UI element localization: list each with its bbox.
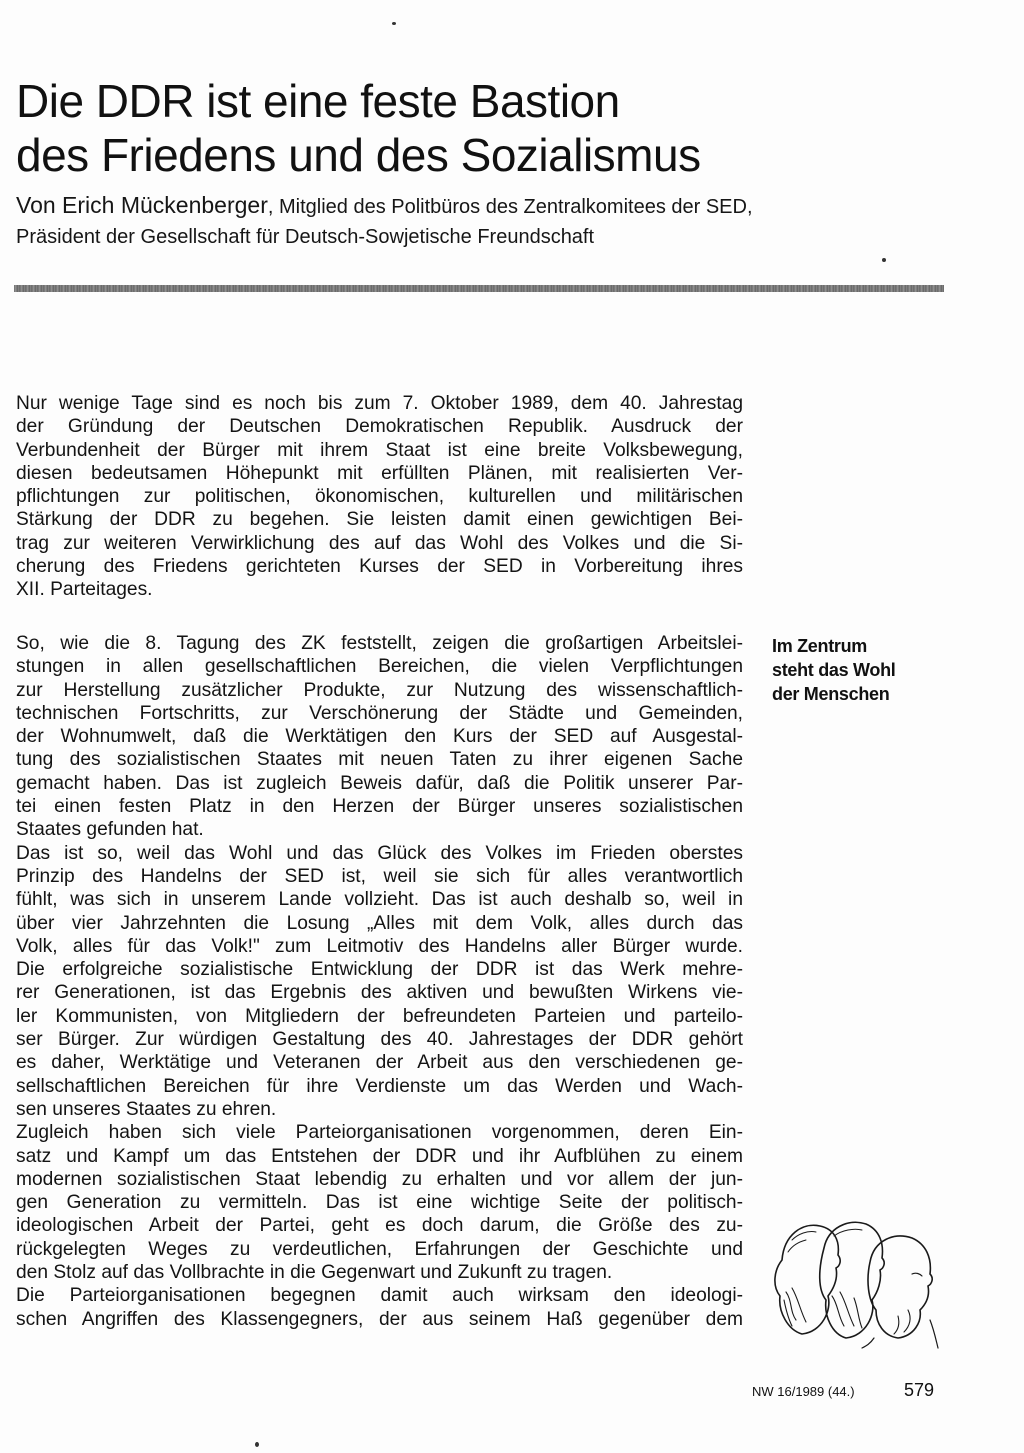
text-line: sen unseres Staates zu ehren.: [16, 1098, 277, 1120]
author-role: , Mitglied des Politbüros des Zentralkomitees der SED,: [267, 196, 753, 218]
header-rule: [14, 285, 944, 292]
text-line: Die Parteiorganisationen begegnen damit auch wirksam den ideologi-: [16, 1285, 743, 1307]
byline: [16, 190, 946, 252]
text-line: Die erfolgreiche sozialistische Entwicklung der DDR ist das Werk mehre-: [16, 959, 743, 981]
print-speck: [392, 22, 396, 25]
portrait-illustration: [762, 1200, 942, 1350]
text-line: Zugleich haben sich viele Parteiorganisationen vorgenommen, deren Ein-: [16, 1122, 743, 1144]
text-line: rückgelegten Weges zu verdeutlichen, Erfahrungen der Geschichte und: [16, 1238, 743, 1260]
text-line: gemacht haben. Das ist zugleich Beweis dafür, daß die Politik unserer Par-: [16, 772, 743, 794]
print-speck: [882, 258, 886, 262]
text-line: satz und Kampf um das Entstehen der DDR und ihr Aufblühen zu einem: [16, 1145, 743, 1167]
text-line: ser Bürger. Zur würdigen Gestaltung des 40. Jahrestages der DDR gehört: [16, 1029, 743, 1051]
pull-quote-line: steht das Wohl: [772, 660, 896, 680]
byline-line-2: Präsident der Gesellschaft für Deutsch-Sowjetische Freundschaft: [16, 226, 595, 248]
sidebar-pull-quote: [772, 634, 912, 706]
text-line: ler Kommunisten, von Mitgliedern der befreundeten Parteien und parteilo-: [16, 1005, 743, 1027]
text-line: gen Generation zu vermitteln. Das ist eine wichtige Seite der politisch-: [16, 1192, 743, 1214]
text-line: tung des sozialistischen Staates mit neuen Taten zu ihrer eigenen Sache: [16, 749, 743, 771]
text-line: es daher, Werktätige und Veteranen der Arbeit aus den verschiedenen ge-: [16, 1052, 743, 1074]
text-line: sellschaftlichen Bereichen für ihre Verdienste um das Werden und Wach-: [16, 1075, 743, 1097]
text-line: Staates gefunden hat.: [16, 819, 204, 841]
text-line: Nur wenige Tage sind es noch bis zum 7. Oktober 1989, dem 40. Jahrestag: [16, 393, 743, 414]
byline-line-1: [16, 190, 946, 222]
text-line: tei einen festen Platz in den Herzen der Bürger unseres sozialistischen: [16, 796, 743, 818]
text-line: Verbundenheit der Bürger mit ihrem Staat ist eine breite Volksbewegung,: [16, 439, 743, 461]
text-line: cherung des Friedens gerichteten Kurses der SED in Vorbereitung ihres: [16, 556, 743, 578]
text-line: Prinzip des Handelns der SED ist, weil sie sich für alles verantwortlich: [16, 865, 743, 887]
text-line: über vier Jahrzehnten die Losung „Alles mit dem Volk, alles durch das: [16, 912, 743, 934]
pull-quote-line: Im Zentrum: [772, 636, 868, 656]
text-line: modernen sozialistischen Staat lebendig zu erhalten und vor allem der jun-: [16, 1168, 743, 1190]
text-line: Das ist so, weil das Wohl und das Glück des Volkes im Frieden oberstes: [16, 842, 743, 864]
text-line: rer Generationen, ist das Ergebnis des aktiven und bewußten Wirkens vie-: [16, 982, 743, 1004]
article-title: [16, 74, 956, 182]
text-line: zur Herstellung zusätzlicher Produkte, zur Nutzung des wissenschaftlich-: [16, 679, 743, 701]
text-line: der Wohnumwelt, daß die Werktätigen den Kurs der SED auf Ausgestal-: [16, 726, 743, 748]
page-number: 579: [904, 1380, 935, 1400]
title-line: Die DDR ist eine feste Bastion: [16, 75, 620, 127]
byline-prefix: Von: [16, 192, 63, 218]
paragraph-main: [16, 632, 743, 1331]
paragraph-intro: [16, 392, 743, 602]
page-footer: [752, 1380, 942, 1404]
text-line: der Gründung der Deutschen Demokratischen Republik. Ausdruck der: [16, 416, 743, 438]
text-line: Volk, alles für das Volk!" zum Leitmotiv des Handelns aller Bürger wurde.: [16, 935, 743, 957]
issue-reference: NW 16/1989 (44.): [752, 1384, 855, 1399]
text-line: So, wie die 8. Tagung des ZK feststellt, zeigen die großartigen Arbeitslei-: [16, 633, 743, 654]
title-line: des Friedens und des Sozialismus: [16, 129, 701, 181]
print-speck: [255, 1442, 259, 1447]
text-line: diesen bedeutsamen Höhepunkt mit erfüllten Plänen, mit realisierten Ver-: [16, 462, 743, 484]
text-line: XII. Parteitages.: [16, 579, 153, 601]
text-line: technischen Fortschritts, zur Verschönerung der Städte und Gemeinden,: [16, 702, 743, 724]
text-line: Stärkung der DDR zu begehen. Sie leisten damit einen gewichtigen Bei-: [16, 509, 743, 531]
text-line: pflichtungen zur politischen, ökonomischen, kulturellen und militärischen: [16, 486, 743, 508]
text-line: fühlt, was sich in unserem Lande vollzieht. Das ist auch deshalb so, weil in: [16, 889, 743, 911]
author-name: Erich Mückenberger: [62, 192, 268, 218]
text-line: schen Angriffen des Klassengegners, der aus seinem Haß gegenüber dem: [16, 1308, 743, 1330]
text-line: trag zur weiteren Verwirklichung des auf das Wohl des Volkes und die Si-: [16, 532, 743, 554]
text-line: stungen in allen gesellschaftlichen Bereichen, die vielen Verpflichtungen: [16, 656, 743, 678]
pull-quote-line: der Menschen: [772, 684, 890, 704]
text-line: den Stolz auf das Vollbrachte in die Gegenwart und Zukunft zu tragen.: [16, 1262, 613, 1284]
text-line: ideologischen Arbeit der Partei, geht es doch darum, die Größe des zu-: [16, 1215, 743, 1237]
